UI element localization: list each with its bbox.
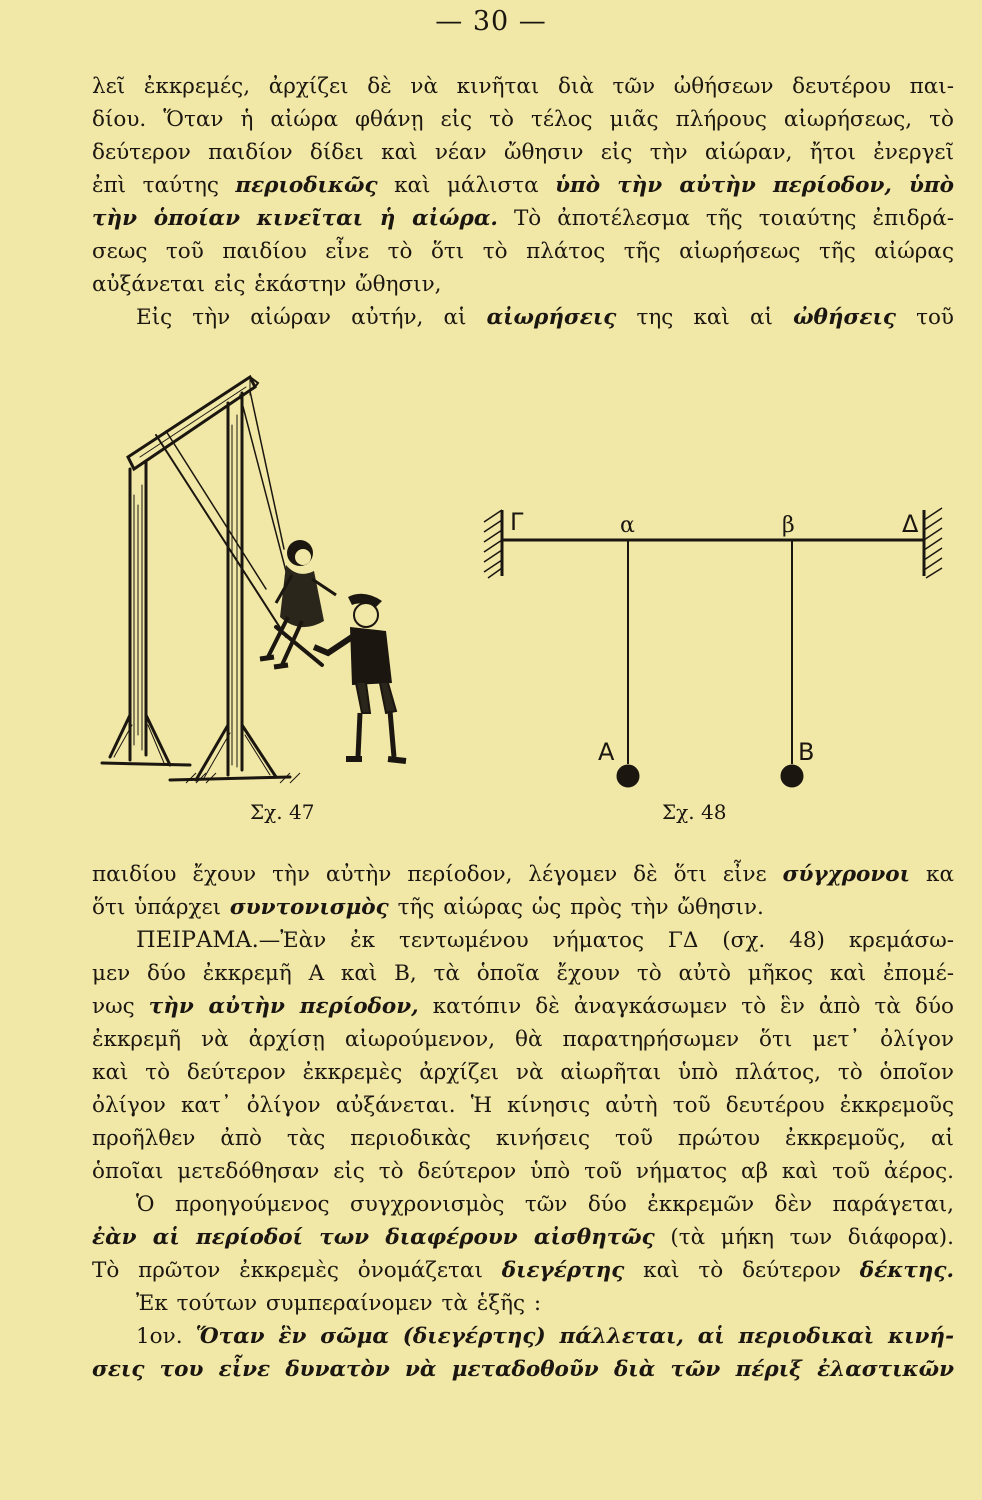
text-line [92,990,954,1023]
text-line [92,957,954,990]
body-text: κα [910,862,954,887]
text-line [92,1221,954,1254]
pendulum-b-bob [781,765,803,787]
emphasis-text: δέκτης. [859,1258,954,1283]
body-text: λεῖ ἐκκρεμές, ἀρχίζει δὲ νὰ κινῆται διὰ τῶν ὠθήσεων δευτέρου παι- [92,74,954,99]
emphasis-text: σύγχρονοι [782,862,911,887]
body-text: 1ον. [136,1324,196,1349]
text-line [92,235,954,268]
body-text: νως [92,994,149,1019]
text-line [92,136,954,169]
body-text: ὅτι ὑπάρχει [92,895,230,920]
label-alpha: α [620,513,635,538]
body-text: ὁποῖαι μετεδόθησαν εἰς τὸ δεύτερον ὑπὸ τοῦ νήματος αβ καὶ τοῦ ἀέρος. [92,1159,954,1184]
text-line [92,1320,954,1353]
body-text: Εἰς τὴν αἰώραν αὐτήν, αἱ [136,305,487,330]
label-A: Α [598,738,615,766]
girl-figure [260,540,336,667]
text-line [92,1023,954,1056]
label-beta: β [782,513,795,538]
body-text: Τὸ πρῶτον ἐκκρεμὲς ὀνομάζεται [92,1258,502,1283]
text-line [92,1089,954,1122]
body-text: δίου. Ὅταν ἡ αἰώρα φθάνῃ εἰς τὸ τέλος μιᾶς πλήρους αἰωρήσεως, τὸ [92,107,954,132]
body-text: μεν δύο ἐκκρεμῆ Α καὶ Β, τὰ ὁποῖα ἔχουν τὸ αὐτὸ μῆκος καὶ ἐπομέ- [92,961,954,986]
text-line [92,301,954,334]
body-text: προῆλθεν ἀπὸ τὰς περιοδικὰς κινήσεις τοῦ πρώτου ἐκκρεμοῦς, αἱ [92,1126,954,1151]
body-text: ἐπὶ ταύτης [92,173,236,198]
text-line [92,1122,954,1155]
text-line [92,70,954,103]
emphasis-text: σεις του εἶνε δυνατὸν νὰ μεταδοθοῦν διὰ τῶν πέριξ ἐλαστικῶν [92,1357,954,1382]
text-line [92,1188,954,1221]
text-line [92,1287,954,1320]
label-delta: Δ [902,510,919,538]
body-text: κατόπιν δὲ ἀναγκάσωμεν τὸ ἓν ἀπὸ τὰ δύο [418,994,954,1019]
body-text: παιδίου ἔχουν τὴν αὐτὴν περίοδον, λέγομεν δὲ ὅτι εἶνε [92,862,783,887]
text-line [92,268,954,301]
right-wall-hatching [924,508,942,578]
figure-48-caption: Σχ. 48 [662,800,727,824]
body-text: (τὰ μήκη των διάφορα). [654,1225,954,1250]
figure-47-caption: Σχ. 47 [250,800,315,824]
emphasis-text: περιοδικῶς [235,173,378,198]
body-text: δεύτερον παιδίον δίδει καὶ νέαν ὤθησιν εἰς τὴν αἰώραν, ἤτοι ἐνεργεῖ [92,140,954,165]
body-text: ἐκκρεμῆ νὰ ἀρχίσῃ αἰωρούμενον, θὰ παρατηρήσωμεν ὅτι μετ᾽ ὀλίγον [92,1027,954,1052]
body-text: της καὶ αἱ [616,305,794,330]
text-line [92,202,954,235]
emphasis-text: αἰωρήσεις [486,305,617,330]
body-text: —Ἐὰν ἐκ τεντωμένου νήματος ΓΔ (σχ. 48) κρεμάσω- [258,928,954,953]
swing-illustration [100,365,430,795]
swing-left-post [102,461,190,765]
text-line [92,1155,954,1188]
page-number: — 30 — [435,6,547,37]
body-text: Τὸ ἀποτέλεσμα τῆς τοιαύτης ἐπιδρά- [497,206,954,231]
text-line [92,858,954,891]
text-line [92,103,954,136]
swing-right-post [170,379,290,780]
pendulum-diagram [478,502,948,802]
body-text: τῆς αἰώρας ὡς πρὸς τὴν ὤθησιν. [388,895,764,920]
body-text: σεως τοῦ παιδίου εἶνε τὸ ὅτι τὸ πλάτος τῆς αἰωρήσεως τῆς αἰώρας [92,239,954,264]
boy-figure [314,594,406,761]
swing-top-beam [128,377,258,469]
text-line [92,1056,954,1089]
label-B: Β [798,738,815,766]
pendulum-a-bob [617,765,639,787]
body-text: καὶ μάλιστα [377,173,556,198]
bottom-paragraphs [92,858,954,1386]
text-line [92,924,954,957]
emphasis-text: συντονισμὸς [229,895,389,920]
text-line [92,169,954,202]
body-text: αὐξάνεται εἰς ἑκάστην ὤθησιν, [92,272,442,297]
body-text: Ὁ προηγούμενος συγχρονισμὸς τῶν δύο ἐκκρεμῶν δὲν παράγεται, [136,1192,954,1217]
body-text: ὀλίγον κατ᾽ ὀλίγον αὐξάνεται. Ἡ κίνησις αὐτὴ τοῦ δευτέρου ἐκκρεμοῦς [92,1093,954,1118]
emphasis-text: Ὅταν ἓν σῶμα (διεγέρτης) πάλλεται, αἱ περιοδικαὶ κινή- [195,1324,954,1349]
left-wall-hatching [484,510,502,578]
emphasis-text: τὴν ὁποίαν κινεῖται ἡ αἰώρα. [92,206,498,231]
body-text: καὶ τὸ δεύτερον [624,1258,860,1283]
top-paragraphs [92,70,954,334]
label-gamma: Γ [510,508,524,536]
emphasis-text: ὑπὸ τὴν αὐτὴν περίοδον, ὑπὸ [555,173,954,198]
body-text: καὶ τὸ δεύτερον ἐκκρεμὲς ἀρχίζει νὰ αἰωρῆται ὑπὸ πλάτος, τὸ ὁποῖον [92,1060,954,1085]
body-text: τοῦ [895,305,954,330]
body-text: Ἐκ τούτων συμπεραίνομεν τὰ ἑξῆς : [136,1291,542,1316]
emphasis-text: τὴν αὐτὴν περίοδον, [148,994,419,1019]
text-line [92,891,954,924]
emphasis-text: ἐὰν αἱ περίοδοί των διαφέρουν αἰσθητῶς [92,1225,655,1250]
body-text: ΠΕΙΡΑΜΑ. [136,927,259,953]
text-line [92,1254,954,1287]
emphasis-text: διεγέρτης [501,1258,625,1283]
emphasis-text: ὠθήσεις [793,305,896,330]
text-line [92,1353,954,1386]
